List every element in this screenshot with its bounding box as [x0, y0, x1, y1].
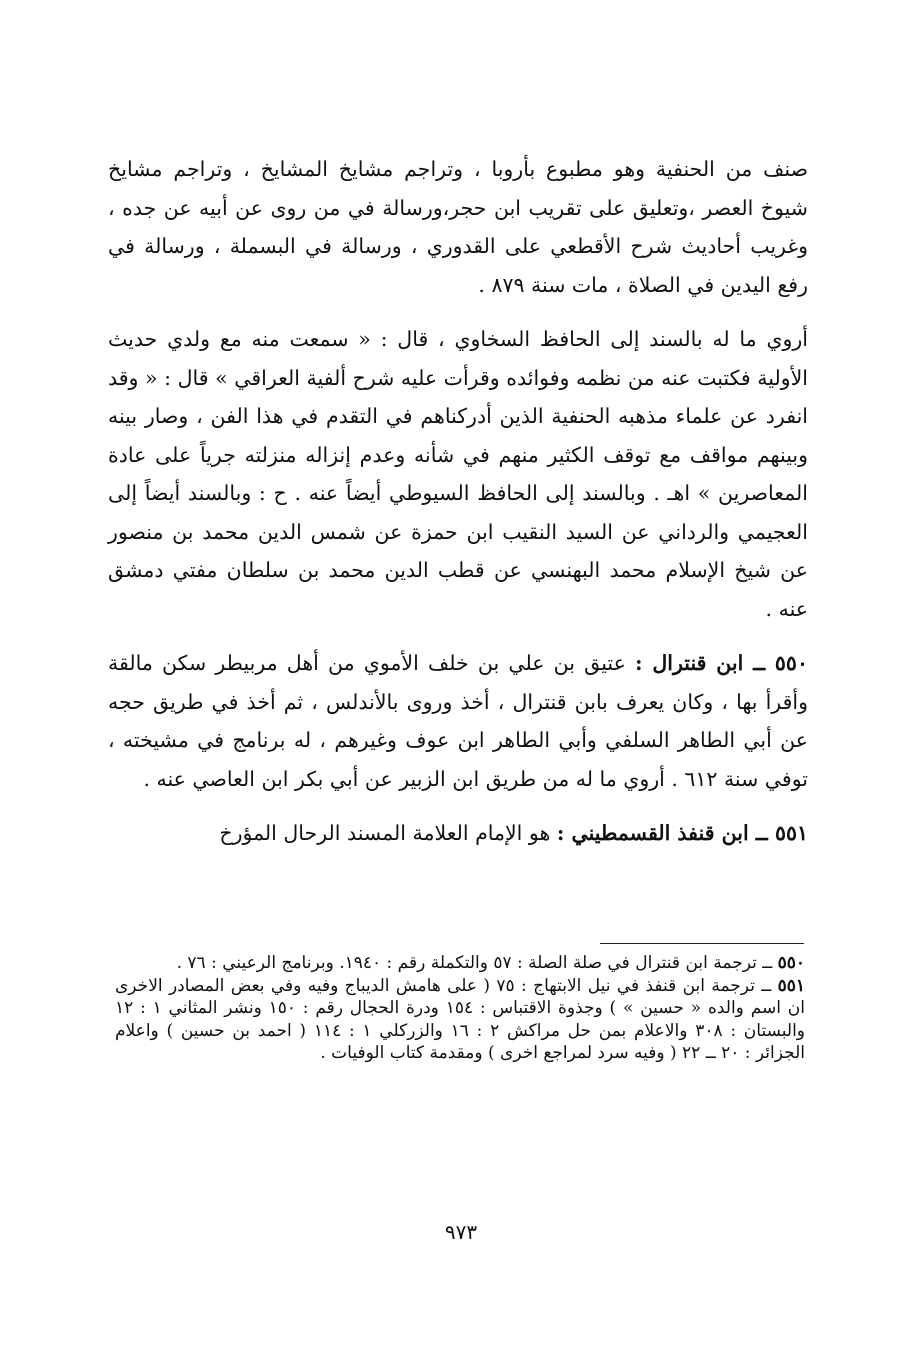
footnote-line: وبرنامج الرعيني : ٧٦ . — [176, 953, 334, 973]
footnote-line: وفي بعض المصادر الاخرى ان اسم والده « حسين » ) وجذوة — [115, 975, 805, 1018]
text-line: منزلته جرياً على عادة المعاصرين » اهـ . وبالسند إلى الحافظ السيوطي أيضاً عنه . — [108, 442, 808, 505]
text-line: أبيه عن جده ، وغريب أحاديث شرح الأقطعي على القدوري ، ورسالة في — [108, 195, 808, 258]
footnote-line: ــ ترجمة ابن قنفذ في نيل الابتهاج : ٧٥ ( على هامش الديباج وفيه — [307, 975, 772, 996]
text-line: هو الإمام العلامة المسند الرحال المؤرخ — [219, 821, 551, 845]
text-line: شمس الدين محمد بن منصور عن شيخ الإسلام محمد البهنسي عن قطب الدين — [108, 519, 808, 582]
page-number: ٩٧٣ — [444, 1220, 478, 1244]
riwaya-paragraph — [108, 320, 808, 628]
footnote-line: الاقتباس : ١٥٤ ودرة الحجال رقم : ١٥٠ ونشر المثاني ١ : ١٢ — [115, 998, 552, 1018]
text-line: ثم أخذ في طريق حجه عن أبي الطاهر السلفي وأبي الطاهر ابن عوف وغيرهم ، — [108, 689, 808, 752]
text-line: حديث الأولية فكتبت عنه من نظمه وفوائده وقرأت عليه شرح ألفية العراقي » — [108, 327, 808, 390]
text-line: عن أبي بكر ابن العاصي عنه . — [143, 766, 393, 791]
text-line: أروي ما له بالسند إلى الحافظ السخاوي ، قال : « سمعت منه مع ولدي — [167, 327, 808, 351]
footnote-number: ٥٥١ — [777, 975, 806, 996]
text-line: البسملة ، ورسالة في رفع اليدين في الصلاة ، مات سنة ٨٧٩ . — [108, 234, 808, 297]
entry-550 — [108, 644, 808, 798]
text-line: صنف من الحنفية وهو مطبوع بأروبا ، وتراجم مشايخ المشايخ ، وتراجم — [173, 157, 808, 181]
footnotes — [115, 952, 805, 1065]
main-text — [108, 150, 808, 853]
footnote-line: سرد لمراجع اخرى ) ومقدمة كتاب الوفيات . — [320, 1043, 629, 1063]
entry-heading: ٥٥٠ ــ ابن قنترال : — [635, 651, 808, 675]
text-line: له برنامج في مشيخته ، توفي سنة ٦١٢ . أروي ما له من طريق ابن الزبير — [108, 728, 808, 791]
text-line: ح : وبالسند أيضاً إلى العجيمي والرداني عن السيد النقيب ابن حمزة عن — [108, 481, 808, 544]
text-line: سكن مالقة وأقرأ بها ، وكان يعرف بابن قنترال ، أخذ وروى بالأندلس ، — [108, 651, 808, 714]
footnote-550 — [115, 952, 805, 975]
footnote-line: ــ ترجمة ابن قنترال في صلة الصلة : ٥٧ والتكملة رقم : ١٩٤٠. — [339, 953, 773, 973]
text-line: عتيق بن علي بن خلف الأموي من أهل مربيطر — [215, 651, 626, 675]
footnote-divider — [600, 943, 804, 944]
text-line: محمد بن سلطان مفتي دمشق عنه . — [108, 558, 808, 621]
footnote-line: والبستان : ٣٠٨ والاعلام بمن حل مراكش ٢ : ١٦ والزركلي — [379, 1020, 806, 1041]
entry-heading: ٥٥١ ــ ابن قنفذ القسمطيني : — [556, 821, 808, 845]
footnote-number: ٥٥٠ — [777, 953, 805, 973]
intro-paragraph — [108, 150, 808, 304]
footnote-551 — [115, 975, 805, 1065]
footnote-line: ١ : ١١٤ ( احمد بن حسين ) واعلام الجزائر : ٢٠ ــ ٢٢ ( وفيه — [115, 1020, 805, 1063]
text-line: قال : « وقد انفرد عن علماء مذهبه الحنفية الذين أدركناهم في التقدم في هذا — [108, 365, 808, 428]
text-line: مشايخ شيوخ العصر ،وتعليق على تقريب ابن حجر،ورسالة في من روى عن — [108, 157, 808, 220]
entry-551 — [108, 814, 808, 853]
text-line: الفن ، وصار بينه وبينهم مواقف مع توقف الكثير منهم في شأنه وعدم إنزاله — [108, 404, 808, 467]
